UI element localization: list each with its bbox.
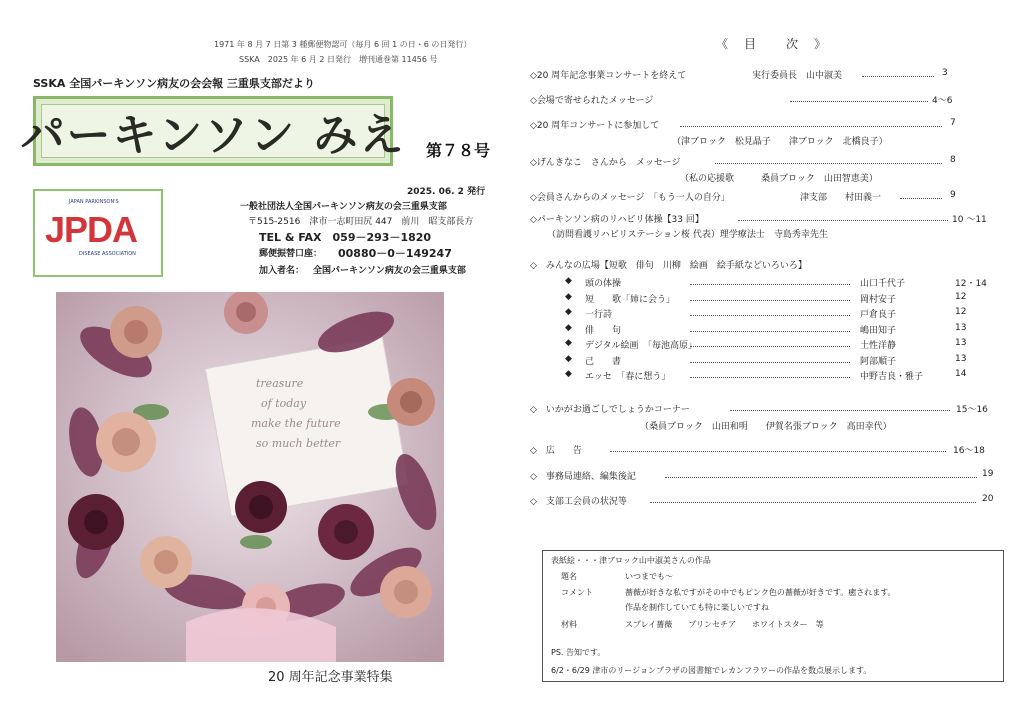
card-line-1: treasure: [256, 377, 304, 390]
plaza-item-author: 山口千代子: [860, 279, 906, 289]
toc-leader: [650, 502, 976, 503]
issue-number: 第７８号: [426, 141, 491, 160]
toc-page: 15～16: [956, 405, 988, 415]
toc-subline: （私の応援歌 桑員ブロック 山田智恵美）: [680, 174, 878, 184]
toc-leader: [690, 362, 850, 363]
note-text: 薔薇が好きな私ですがその中でもピンク色の薔薇が好きです。癒されます。: [625, 588, 896, 597]
diamond-bullet-icon: ◆: [565, 276, 572, 286]
publisher-address: 〒515-2516 津市一志町田尻 447 前川 昭支部長方: [248, 217, 474, 227]
toc-entry: ◇ 支部工会員の状況等: [530, 497, 627, 507]
org-bulletin: SSKA 全国パーキンソン病友の会会報 三重県支部だより: [33, 77, 315, 90]
publisher-org: 一般社団法人全国パーキンソン病友の会三重県支部: [240, 202, 447, 212]
plaza-item-author: 土性洋静: [860, 341, 897, 351]
toc-leader: [862, 76, 934, 77]
toc-entry: ◇ みんなの広場【短歌 俳句 川柳 絵画 絵手紙などいろいろ】: [530, 261, 807, 271]
toc-page: 3: [942, 68, 948, 78]
toc-entry: ◇げんきなこ さんから メッセージ: [530, 158, 681, 168]
plaza-item-author: 戸倉良子: [860, 310, 897, 320]
postal-account: 00880－0－149247: [338, 247, 452, 260]
title-box: [20, 96, 406, 166]
toc-leader: [900, 198, 942, 199]
toc-leader: [690, 346, 850, 347]
toc-leader: [690, 300, 850, 301]
diamond-bullet-icon: ◆: [565, 292, 572, 302]
toc-entry: ◇会員さんからのメッセージ 「もう一人の自分」: [530, 193, 730, 203]
toc-page: 16～18: [953, 446, 985, 456]
card-line-4: so much better: [256, 437, 341, 450]
plaza-item-page: 13: [955, 323, 967, 333]
cover-note-box: [542, 550, 1004, 682]
note-heading: 表紙絵・・・津ブロック山中淑美さんの作品: [551, 556, 711, 565]
toc-leader: [690, 315, 850, 316]
plaza-item-page: 12: [955, 307, 967, 317]
card-line-3: make the future: [251, 417, 341, 430]
toc-leader: [690, 284, 850, 285]
diamond-bullet-icon: ◆: [565, 354, 572, 364]
permit-line: 1971 年 8 月 7 日第 3 種郵便物認可（毎月 6 回 1 の日・6 の日発行）: [214, 40, 472, 49]
plaza-item-author: 岡村安子: [860, 295, 897, 305]
diamond-bullet-icon: ◆: [565, 338, 572, 348]
note-ps-detail: 6/2・6/29 津市のリージョンプラザの図書館でレカンフラワーの作品を数点展示します。: [551, 666, 872, 675]
plaza-item-author: 阿部順子: [860, 357, 897, 367]
note-ps: PS. 告知です。: [551, 648, 606, 657]
publish-date: 2025. 06. 2 発行: [407, 187, 486, 197]
plaza-item-page: 13: [955, 338, 967, 348]
diamond-bullet-icon: ◆: [565, 323, 572, 333]
note-label: コメント: [561, 588, 593, 597]
note-label: 材料: [561, 620, 577, 629]
plaza-item-page: 12・14: [955, 279, 987, 289]
toc-leader: [690, 331, 850, 332]
toc-page: 9: [950, 190, 956, 200]
logo-top-text: JAPAN PARKINSON'S: [69, 199, 119, 205]
member-label: 加入者名：: [259, 266, 305, 276]
logo-text: JPDA: [45, 209, 138, 250]
toc-leader: [665, 477, 977, 478]
newsletter-title: パーキンソン みえ: [20, 110, 406, 161]
plaza-item-label: 頭の体操: [585, 279, 622, 289]
member-name: 全国パーキンソン病友の会三重県支部: [313, 266, 466, 276]
cover-caption: 20 周年記念事業特集: [268, 670, 393, 685]
diamond-bullet-icon: ◆: [565, 369, 572, 379]
note-text: スプレイ薔薇 プリンセチア ホワイトスター 等: [625, 620, 824, 629]
plaza-item-label: 一行詩: [585, 310, 613, 320]
toc-subline: （訪問看護リハビリステーション桜 代表）理学療法士 寺島秀幸先生: [547, 230, 828, 240]
card-line-2: of today: [261, 397, 307, 410]
note-text: 作品を制作していても特に楽しいですね: [625, 603, 769, 612]
toc-leader: [680, 126, 942, 127]
toc-leader: [715, 163, 942, 164]
jpda-logo: [33, 189, 163, 277]
publisher-tel: TEL & FAX 059－293－1820: [259, 231, 432, 244]
toc-leader: [790, 101, 928, 102]
toc-subline: （桑員ブロック 山田和明 伊賀名張ブロック 高田幸代）: [640, 422, 892, 432]
toc-leader: [738, 220, 948, 221]
diamond-bullet-icon: ◆: [565, 307, 572, 317]
postal-label: 郵便振替口座：: [259, 249, 323, 259]
plaza-item-label: エッセ 「春に想う」: [585, 372, 671, 382]
toc-entry: ◇ 事務局連絡、編集後記: [530, 472, 636, 482]
toc-entry: ◇会場で寄せられたメッセージ: [530, 96, 654, 106]
toc-leader: [610, 451, 946, 452]
toc-page: 8: [950, 155, 956, 165]
toc-leader: [730, 410, 950, 411]
plaza-item-label: 俳 句: [585, 326, 622, 336]
toc-heading: 《 目 次 》: [716, 37, 829, 51]
toc-entry: ◇パーキンソン病のリハビリ体操【33 回】: [530, 215, 704, 225]
toc-page: 10 ～11: [952, 215, 987, 225]
issue-line: SSKA 2025 年 6 月 2 日発行 増刊通巻第 11456 号: [239, 55, 438, 64]
plaza-item-label: 己 書: [585, 357, 622, 367]
toc-entry: ◇ 広 告: [530, 446, 582, 456]
plaza-item-page: 14: [955, 369, 967, 379]
plaza-item-label: 短 歌「姉に会う」: [585, 295, 676, 305]
toc-leader: [690, 377, 850, 378]
toc-page: 19: [982, 469, 994, 479]
plaza-item-label: デジタル絵画 「毎池高原」: [585, 341, 697, 351]
toc-page: 4～6: [932, 96, 953, 106]
logo-bottom-text: DISEASE ASSOCIATION: [79, 251, 136, 257]
plaza-item-page: 13: [955, 354, 967, 364]
plaza-item-author: 中野吉良・雅子: [860, 372, 924, 382]
toc-subline: （津ブロック 松見晶子 津ブロック 北橋良子）: [672, 137, 888, 147]
plaza-item-page: 12: [955, 292, 967, 302]
toc-author: 津支部 村田義一: [800, 193, 882, 203]
plaza-item-author: 嶋田知子: [860, 326, 897, 336]
toc-author: 実行委員長 山中淑美: [752, 71, 843, 81]
note-label: 題名: [561, 572, 577, 581]
toc-page: 20: [982, 494, 994, 504]
cover-photo: [56, 292, 444, 662]
toc-entry: ◇ いかがお過ごしでしょうかコーナー: [530, 405, 690, 415]
note-text: いつまでも～: [625, 572, 673, 581]
toc-entry: ◇20 周年コンサートに参加して: [530, 121, 660, 131]
toc-entry: ◇20 周年記念事業コンサートを終えて: [530, 71, 687, 81]
toc-page: 7: [950, 118, 956, 128]
wreath-image: [56, 292, 444, 662]
